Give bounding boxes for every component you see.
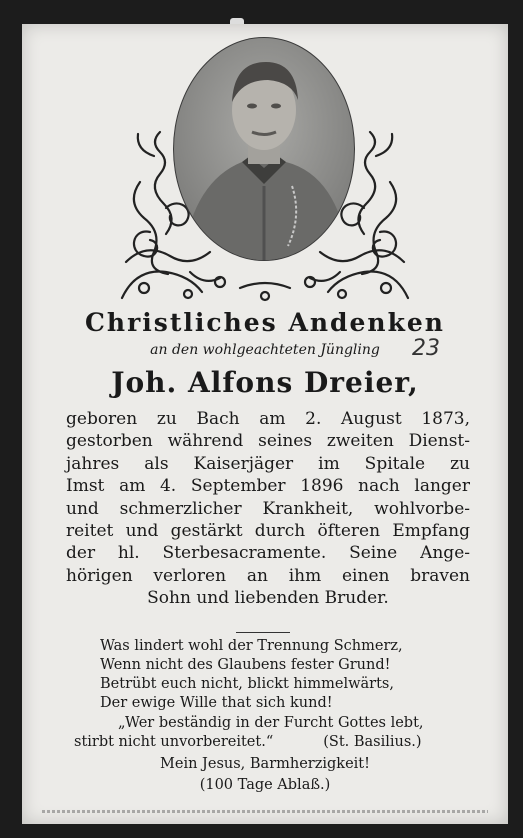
portrait-photo xyxy=(172,36,356,262)
biography-line: Sohn und liebenden Bruder. xyxy=(147,588,389,609)
biography-line: und schmerzlicher Krankheit, wohlvorbe- xyxy=(66,498,470,519)
deceased-name: Joh. Alfons Dreier, xyxy=(111,366,419,399)
quote-source: (St. Basilius.) xyxy=(323,734,422,750)
biography-line: jahres als Kaiserjäger im Spitale zu xyxy=(66,453,470,474)
printer-line xyxy=(42,810,488,813)
biography-line: Imst am 4. September 1896 nach langer xyxy=(66,476,470,497)
verse-line: Der ewige Wille that sich kund! xyxy=(100,695,333,711)
biography-line: geboren zu Bach am 2. August 1873, xyxy=(66,409,470,429)
handwritten-number: 23 xyxy=(412,336,440,361)
divider xyxy=(236,632,290,633)
biography-line: reitet und gestärkt durch öfteren Empfang xyxy=(66,521,470,542)
quote-line: stirbt nicht unvorbereitet.“ xyxy=(74,734,274,750)
verse-line: Betrübt euch nicht, blickt himmelwärts, xyxy=(100,676,394,692)
biography-line: der hl. Sterbesacramente. Seine Ange- xyxy=(66,543,470,564)
dedication-line: an den wohlgeachteten Jüngling xyxy=(150,342,380,358)
quote xyxy=(74,714,474,752)
biography-line: hörigen verloren an ihm einen braven xyxy=(66,565,470,586)
memorial-card xyxy=(22,24,508,824)
prayer xyxy=(22,754,508,796)
indulgence-line: (100 Tage Ablaß.) xyxy=(199,777,331,793)
verse-line: Wenn nicht des Glaubens fester Grund! xyxy=(100,657,391,673)
biography-text xyxy=(66,408,470,610)
prayer-line: Mein Jesus, Barmherzigkeit! xyxy=(160,756,370,772)
biography-line: gestorben während seines zweiten Dienst- xyxy=(66,431,470,452)
verse-line: Was lindert wohl der Trennung Schmerz, xyxy=(100,638,403,654)
card-heading: Christliches Andenken xyxy=(85,308,445,337)
quote-line: „Wer beständig in der Furcht Gottes lebt, xyxy=(118,715,424,731)
verse xyxy=(100,637,440,713)
